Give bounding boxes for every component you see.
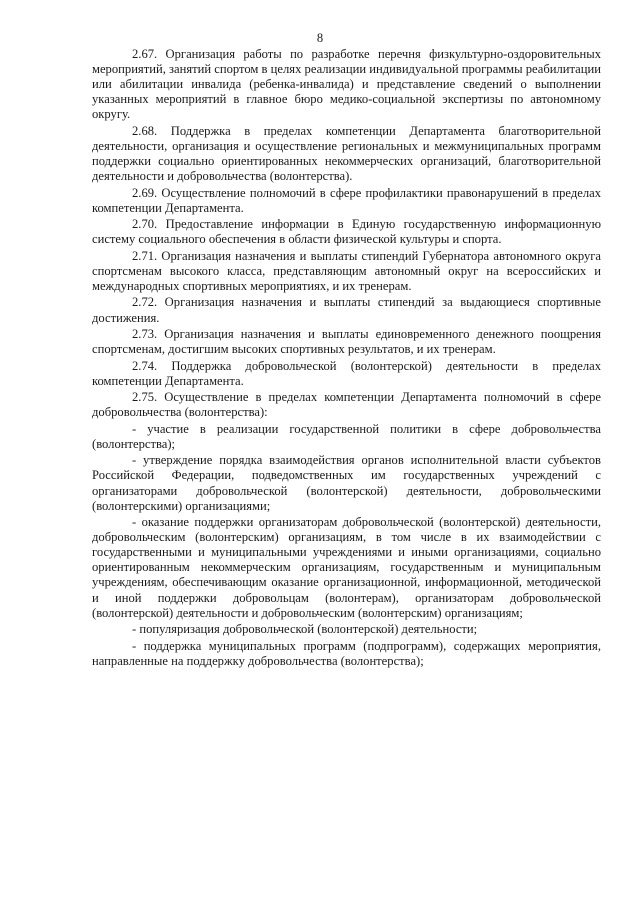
paragraph-2-75: 2.75. Осуществление в пределах компетенции Департамента полномочий в сфере добровольчества (волонтерства): xyxy=(92,390,601,420)
page-number: 8 xyxy=(316,31,324,45)
list-item-support-provision: - оказание поддержки организаторам добровольческой (волонтерской) деятельности, добровольческим (волонтерским) организациям, в том числе в их взаимодействии с государственными и муниципальными учреждениями и иными организациями, социально ориентированным некоммерческим организациям, государственным и муниципальным учреждениям, обеспечивающим оказание организационной, информационной, методической и иной поддержки добровольцам (волонтерам), организаторам добровольческой (волонтерской) деятельности и добровольческим (волонтерским) организациям; xyxy=(92,515,601,620)
list-item-municipal-programs: - поддержка муниципальных программ (подпрограмм), содержащих мероприятия, направленные на поддержку добровольчества (волонтерства); xyxy=(92,638,601,668)
paragraph-2-69: 2.69. Осуществление полномочий в сфере профилактики правонарушений в пределах компетенции Департамента. xyxy=(92,185,601,215)
list-item-participation: - участие в реализации государственной политики в сфере добровольчества (волонтерства); xyxy=(92,421,601,451)
paragraph-2-74: 2.74. Поддержка добровольческой (волонтерской) деятельности в пределах компетенции Департамента. xyxy=(92,358,601,388)
paragraph-2-68: 2.68. Поддержка в пределах компетенции Департамента благотворительной деятельности, организация и осуществление региональных и межмуниципальных программ поддержки социально ориентированных некоммерческих организаций, благотворительной деятельности и добровольчества (волонтерства). xyxy=(92,123,601,184)
list-item-popularization: - популяризация добровольческой (волонтерской) деятельности; xyxy=(132,622,478,637)
paragraph-2-72: 2.72. Организация назначения и выплаты стипендий за выдающиеся спортивные достижения. xyxy=(92,295,601,325)
document-body xyxy=(92,47,601,670)
list-item-interaction-procedure: - утверждение порядка взаимодействия органов исполнительной власти субъектов Российской Федерации, подведомственных им государственных учреждений с организаторами добровольческой (волонтерской) деятельности, добровольческими (волонтерскими) организациями; xyxy=(92,453,601,513)
paragraph-2-71: 2.71. Организация назначения и выплаты стипендий Губернатора автономного округа спортсменам высокого класса, представляющим автономный округ на всероссийских и международных спортивных мероприятиях, и их тренерам. xyxy=(92,248,601,293)
paragraph-2-70: 2.70. Предоставление информации в Единую государственную информационную систему социального обеспечения в области физической культуры и спорта. xyxy=(92,217,601,247)
paragraph-2-73: 2.73. Организация назначения и выплаты единовременного денежного поощрения спортсменам, достигшим высоких спортивных результатов, и их тренерам. xyxy=(92,327,601,357)
paragraph-2-67: 2.67. Организация работы по разработке перечня физкультурно-оздоровительных мероприятий, занятий спортом в целях реализации индивидуальной программы реабилитации или абилитации инвалида (ребенка-инвалида) и представление сведений о выполнении указанных мероприятий в главное бюро медико-социальной экспертизы по автономному округу. xyxy=(92,47,601,122)
